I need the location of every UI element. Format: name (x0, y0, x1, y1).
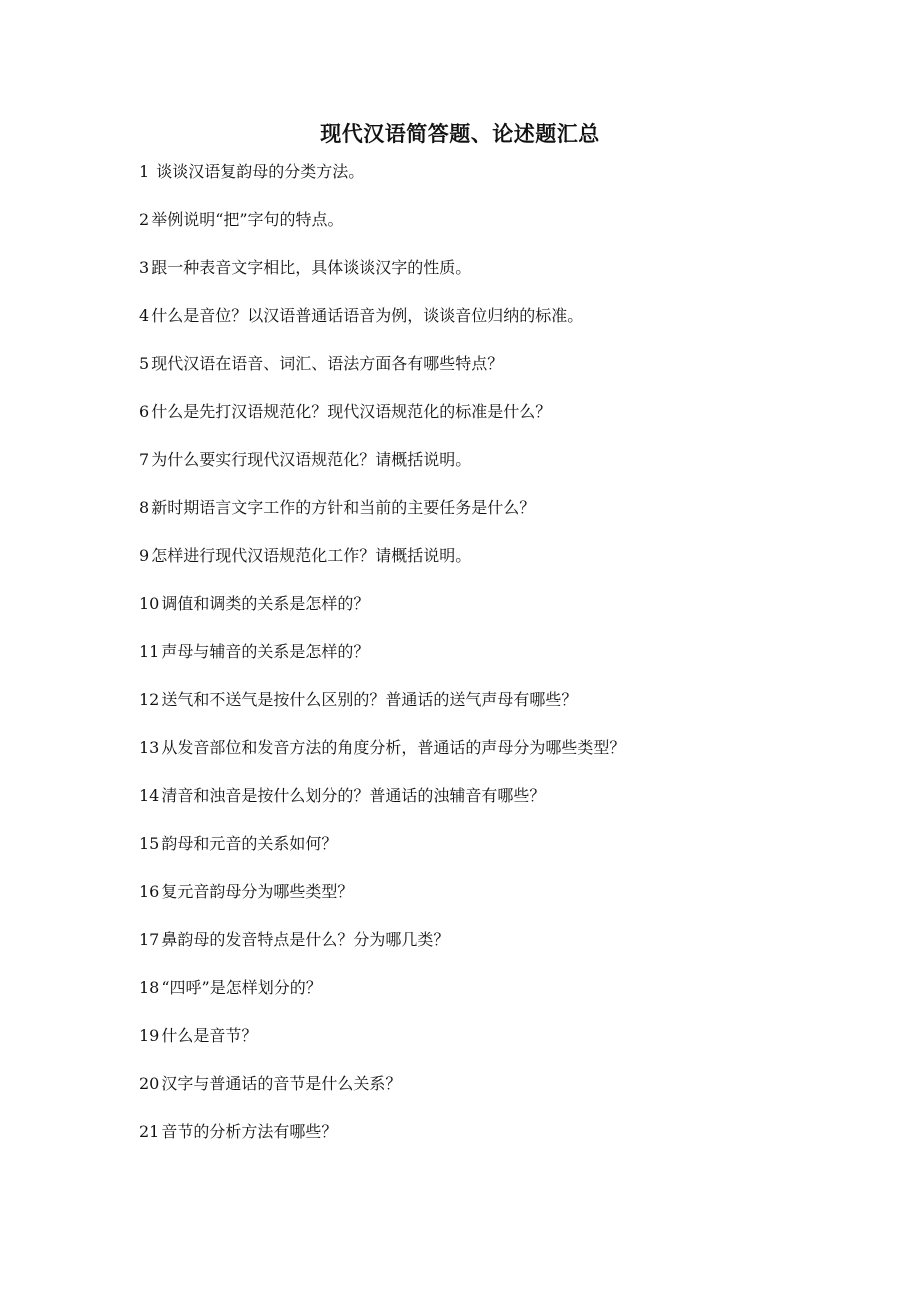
question-item (139, 301, 625, 349)
question-text: 清音和浊音是按什么划分的？普通话的浊辅音有哪些？ (161, 786, 546, 805)
question-text: 谈谈汉语复韵母的分类方法。 (156, 162, 365, 181)
question-text: 韵母和元音的关系如何？ (161, 834, 338, 853)
question-text: 复元音韵母分为哪些类型？ (161, 882, 354, 901)
question-number: 21 (139, 1122, 160, 1141)
question-number: 1 (139, 162, 155, 181)
question-text: 举例说明“把”字句的特点。 (151, 210, 344, 229)
question-text: 什么是先打汉语规范化？现代汉语规范化的标准是什么？ (151, 402, 552, 421)
question-number: 6 (139, 402, 150, 421)
question-number: 14 (139, 786, 160, 805)
question-item (139, 877, 625, 925)
question-item (139, 397, 625, 445)
question-item (139, 253, 625, 301)
document-title: 现代汉语简答题、论述题汇总 (320, 121, 600, 146)
question-number: 8 (139, 498, 150, 517)
question-text: 音节的分析方法有哪些？ (161, 1122, 338, 1141)
question-item (139, 1117, 625, 1165)
question-text: 现代汉语在语音、词汇、语法方面各有哪些特点？ (151, 354, 504, 373)
question-text: 为什么要实行现代汉语规范化？请概括说明。 (151, 450, 472, 469)
question-number: 2 (139, 210, 150, 229)
question-item (139, 1021, 625, 1069)
question-number: 10 (139, 594, 160, 613)
question-text: 新时期语言文字工作的方针和当前的主要任务是什么？ (151, 498, 536, 517)
question-item (139, 541, 625, 589)
question-number: 4 (139, 306, 150, 325)
question-item (139, 349, 625, 397)
question-number: 5 (139, 354, 150, 373)
question-number: 19 (139, 1026, 160, 1045)
question-number: 12 (139, 690, 160, 709)
question-number: 11 (139, 642, 160, 661)
question-item (139, 1069, 625, 1117)
question-item (139, 925, 625, 973)
question-text: “四呼”是怎样划分的？ (161, 978, 322, 997)
question-text: 跟一种表音文字相比，具体谈谈汉字的性质。 (151, 258, 472, 277)
question-number: 7 (139, 450, 150, 469)
question-list (139, 157, 625, 1165)
question-text: 汉字与普通话的音节是什么关系？ (161, 1074, 402, 1093)
question-item (139, 781, 625, 829)
question-text: 什么是音节？ (161, 1026, 258, 1045)
question-text: 从发音部位和发音方法的角度分析，普通话的声母分为哪些类型？ (161, 738, 626, 757)
question-text: 什么是音位？以汉语普通话语音为例，谈谈音位归纳的标准。 (151, 306, 584, 325)
question-item (139, 589, 625, 637)
question-item (139, 493, 625, 541)
question-text: 送气和不送气是按什么区别的？普通话的送气声母有哪些？ (161, 690, 578, 709)
question-text: 声母与辅音的关系是怎样的？ (161, 642, 370, 661)
question-item (139, 205, 625, 253)
question-item (139, 733, 625, 781)
question-item (139, 829, 625, 877)
question-text: 调值和调类的关系是怎样的？ (161, 594, 370, 613)
question-item (139, 157, 625, 205)
question-number: 15 (139, 834, 160, 853)
question-number: 13 (139, 738, 160, 757)
question-text: 怎样进行现代汉语规范化工作？请概括说明。 (151, 546, 472, 565)
question-number: 9 (139, 546, 150, 565)
question-number: 20 (139, 1074, 160, 1093)
question-item (139, 637, 625, 685)
question-item (139, 685, 625, 733)
question-item (139, 973, 625, 1021)
question-item (139, 445, 625, 493)
question-number: 18 (139, 978, 160, 997)
question-number: 17 (139, 930, 160, 949)
question-number: 3 (139, 258, 150, 277)
question-number: 16 (139, 882, 160, 901)
question-text: 鼻韵母的发音特点是什么？分为哪几类？ (161, 930, 450, 949)
